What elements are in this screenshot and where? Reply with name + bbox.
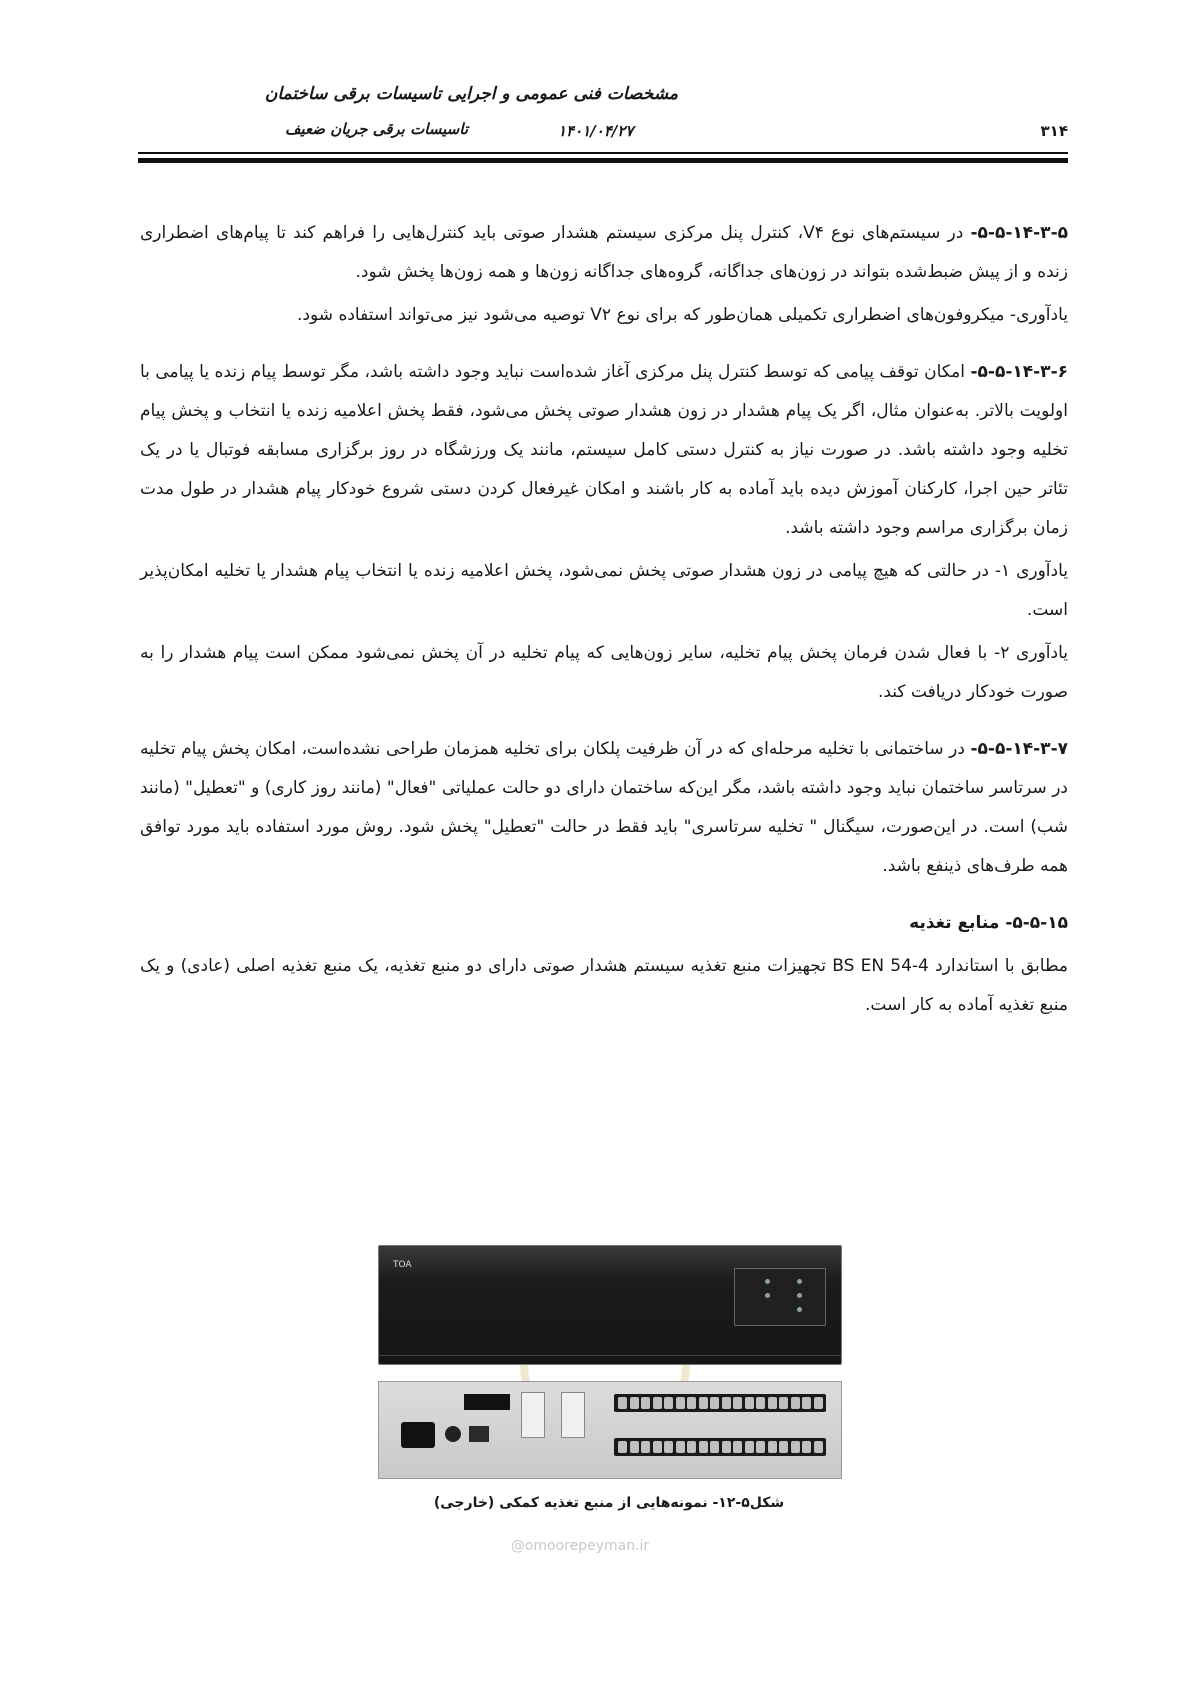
- terminal-screw-icon: [756, 1441, 765, 1453]
- terminal-screw-icon: [687, 1397, 696, 1409]
- paragraph: [140, 214, 1068, 292]
- paragraph: [140, 353, 1068, 548]
- section-heading: ۵-۵-۱۵- منابع تغذیه: [909, 913, 1068, 933]
- header-date: ۱۴۰۱/۰۴/۲۷: [558, 122, 634, 140]
- terminal-screw-icon: [710, 1397, 719, 1409]
- terminal-screw-icon: [699, 1397, 708, 1409]
- terminal-screw-icon: [710, 1441, 719, 1453]
- terminal-block-small: [464, 1394, 510, 1410]
- terminal-screw-icon: [745, 1397, 754, 1409]
- terminal-screw-icon: [768, 1397, 777, 1409]
- paragraph-text: در سیستم‌های نوع V۴، کنترل پنل مرکزی سیستم هشدار صوتی باید کنترل‌هایی را فراهم کند تا پیام‌های اضطراری زنده و از پیش ضبط‌شده بتواند در زون‌های جداگانه، گروه‌های جداگانه زون‌ها و همه زون‌ها پخش شود.: [140, 223, 1068, 282]
- body-content: [140, 214, 1068, 1029]
- note-text: یادآوری ۱- در حالتی که هیچ پیامی در زون هشدار صوتی پخش نمی‌شود، پخش اعلامیه زنده یا انتخاب پیام هشدار یا تخلیه امکان‌پذیر است.: [140, 561, 1068, 620]
- power-supply-front-image: [378, 1245, 842, 1365]
- terminal-screw-icon: [676, 1441, 685, 1453]
- section-number: ۵-۵-۱۴-۳-۶-: [970, 362, 1068, 382]
- paragraph-text: امکان توقف پیامی که توسط کنترل پنل مرکزی آغاز شده‌است نباید وجود داشته باشد، مگر توسط پیام زنده یا پیامی با اولویت بالاتر. به‌عنوان مثال، اگر یک پیام هشدار در زون هشدار صوتی پخش می‌شود، فقط پخش اعلامیه زنده یا انتخاب و پخش پیام تخلیه وجود داشته باشد. در صورت نیاز به کنترل دستی کامل سیستم، مانند یک ورزشگاه در روز برگزاری مسابقه فوتبال یا در یک تئاتر حین اجرا، کارکنان آموزش دیده باید آماده به کار باشند و امکان غیرفعال کردن دستی شروع خودکار پیام هشدار در طول مدت زمان برگزاری مراسم وجود داشته باشد.: [140, 362, 1068, 538]
- terminal-screw-icon: [618, 1441, 627, 1453]
- front-trim: [379, 1355, 841, 1356]
- terminal-screw-icon: [802, 1397, 811, 1409]
- terminal-screw-icon: [791, 1397, 800, 1409]
- terminal-screw-icon: [630, 1441, 639, 1453]
- terminal-screw-icon: [733, 1397, 742, 1409]
- header-rule-thin: [138, 152, 1068, 154]
- terminal-screw-icon: [641, 1397, 650, 1409]
- terminal-screw-icon: [722, 1397, 731, 1409]
- note-text: یادآوری- میکروفون‌های اضطراری تکمیلی همان‌طور که برای نوع V۲ توصیه می‌شود نیز می‌تواند استفاده شود.: [297, 305, 1068, 325]
- terminal-screw-icon: [676, 1397, 685, 1409]
- terminal-screw-icon: [779, 1441, 788, 1453]
- switch-icon: [445, 1426, 461, 1442]
- watermark-text: @omoorepeyman.ir: [510, 1538, 650, 1554]
- led-icon: [797, 1307, 802, 1312]
- note: [140, 296, 1068, 335]
- terminal-screw-icon: [814, 1397, 823, 1409]
- section-number: ۵-۵-۱۴-۳-۵-: [970, 223, 1068, 243]
- terminal-screw-icon: [699, 1441, 708, 1453]
- paragraph: [140, 730, 1068, 886]
- section-text: مطابق با استاندارد BS EN 54-4 تجهیزات منبع تغذیه سیستم هشدار صوتی دارای دو منبع تغذیه، یک منبع تغذیه اصلی (عادی) و یک منبع تغذیه آماده به کار است.: [140, 956, 1068, 1015]
- fuse-slot: [521, 1392, 545, 1438]
- note: [140, 634, 1068, 712]
- led-icon: [765, 1279, 770, 1284]
- terminal-block-lower: [614, 1438, 826, 1456]
- terminal-screw-icon: [630, 1397, 639, 1409]
- section-number: ۵-۵-۱۴-۳-۷-: [970, 739, 1068, 759]
- header-rule-thick: [138, 158, 1068, 163]
- terminal-screw-icon: [618, 1397, 627, 1409]
- terminal-screw-icon: [664, 1397, 673, 1409]
- note: [140, 552, 1068, 630]
- led-icon: [765, 1293, 770, 1298]
- terminal-screw-icon: [802, 1441, 811, 1453]
- power-socket-icon: [401, 1422, 435, 1448]
- brand-logo: TOA: [393, 1260, 412, 1270]
- note-text: یادآوری ۲- با فعال شدن فرمان پخش پیام تخلیه، سایر زون‌هایی که پیام تخلیه در آن پخش نمی‌شود ممکن است پیام هشدار را به صورت خودکار دریافت کند.: [140, 643, 1068, 702]
- header-subtitle: تاسیسات برقی جریان ضعیف: [284, 120, 468, 138]
- header-title: مشخصات فنی عمومی و اجرایی تاسیسات برقی ساختمان: [264, 84, 678, 104]
- terminal-screw-icon: [779, 1397, 788, 1409]
- page-number: ۳۱۴: [1040, 122, 1068, 140]
- led-icon: [797, 1279, 802, 1284]
- terminal-screw-icon: [687, 1441, 696, 1453]
- terminal-screw-icon: [733, 1441, 742, 1453]
- terminal-screw-icon: [664, 1441, 673, 1453]
- terminal-screw-icon: [791, 1441, 800, 1453]
- terminal-screw-icon: [641, 1441, 650, 1453]
- network-port-icon: [469, 1426, 489, 1442]
- terminal-screw-icon: [653, 1441, 662, 1453]
- fuse-slot: [561, 1392, 585, 1438]
- terminal-screw-icon: [745, 1441, 754, 1453]
- led-icon: [797, 1293, 802, 1298]
- indicator-panel: [734, 1268, 826, 1326]
- figure-power-supply: [378, 1245, 840, 1515]
- terminal-screw-icon: [722, 1441, 731, 1453]
- terminal-block-upper: [614, 1394, 826, 1412]
- power-supply-rear-image: [378, 1381, 842, 1479]
- terminal-screw-icon: [756, 1397, 765, 1409]
- terminal-screw-icon: [768, 1441, 777, 1453]
- page-header: [138, 78, 1068, 168]
- terminal-screw-icon: [814, 1441, 823, 1453]
- terminal-screw-icon: [653, 1397, 662, 1409]
- paragraph-text: در ساختمانی با تخلیه مرحله‌ای که در آن ظرفیت پلکان برای تخلیه همزمان طراحی نشده‌است، امکان پخش پیام تخلیه در سرتاسر ساختمان نباید وجود داشته باشد، مگر این‌که ساختمان دارای دو حالت عملیاتی "فعال" (مانند روز کاری) و "تعطیل" (مانند شب) است. در این‌صورت، سیگنال " تخلیه سرتاسری" باید فقط در حالت "تعطیل" پخش شود. روش مورد استفاده باید مورد توافق همه طرف‌های ذینفع باشد.: [140, 739, 1068, 876]
- figure-caption: شکل۵-۱۲- نمونه‌هایی از منبع تغذیه کمکی (خارجی): [433, 1495, 785, 1511]
